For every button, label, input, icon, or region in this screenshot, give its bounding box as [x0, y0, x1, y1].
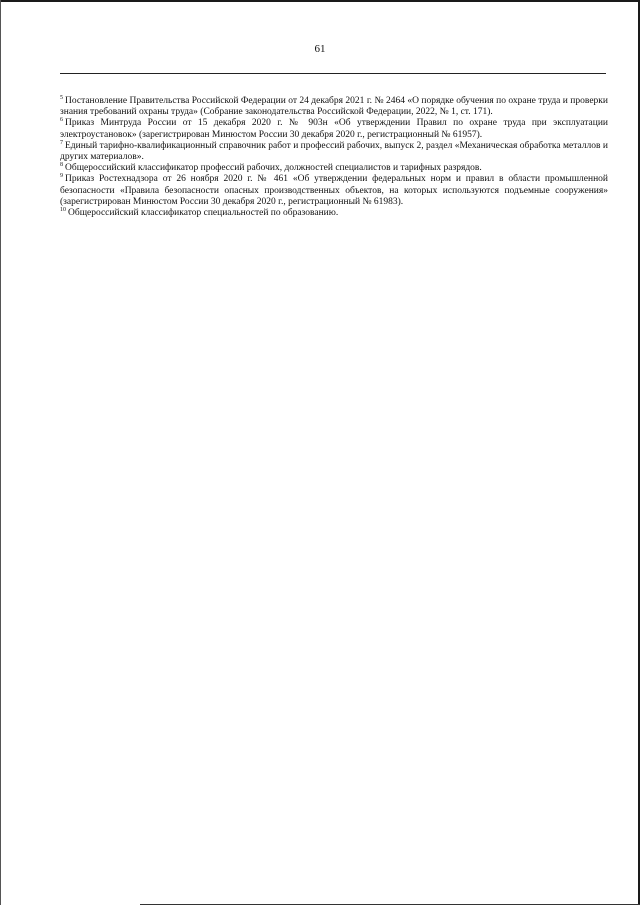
footnote-6 [60, 118, 608, 140]
footnote-10 [60, 208, 608, 219]
footnote-text: Общероссийский классификатор специальностей по образованию. [68, 208, 339, 219]
footnote-text: Постановление Правительства Российской Федерации от 24 декабря 2021 г. № 2464 «О порядке обучения по охране труда и проверки знания требований охраны труда» (Собрание законодательства Российской Федерации, 2022, № 1, ст. 171). [60, 96, 608, 118]
footnote-5 [60, 96, 608, 118]
page-edge-top [0, 0, 640, 2]
footnote-separator [60, 73, 606, 74]
page-edge-left [0, 0, 1, 905]
footnote-text: Приказ Минтруда России от 15 декабря 2020 г. № 903н «Об утверждении Правил по охране труда при эксплуатации электроустановок» (зарегистрирован Минюстом России 30 декабря 2020 г., регистрационный № 61957). [60, 118, 608, 140]
footnote-8 [60, 163, 608, 174]
footnote-7 [60, 141, 608, 163]
footnote-marker: 9 [60, 173, 63, 180]
footnote-marker: 7 [60, 139, 63, 146]
footnote-9 [60, 174, 608, 208]
footnote-marker: 8 [60, 162, 63, 169]
page-number: 61 [314, 43, 326, 55]
footnote-text: Общероссийский классификатор профессий рабочих, должностей специалистов и тарифных разрядов. [65, 163, 482, 174]
footnote-marker: 10 [60, 206, 66, 213]
footnote-marker: 6 [60, 117, 63, 124]
footnote-text: Приказ Ростехнадзора от 26 ноября 2020 г. № 461 «Об утверждении федеральных норм и правил в области промышленной безопасности «Правила безопасности опасных производственных объектов, на которых используются подъемные сооружения» (зарегистрирован Минюстом России 30 декабря 2020 г., регистрационный № 61983). [60, 174, 608, 207]
footnote-marker: 5 [60, 94, 63, 101]
footnotes-section [60, 96, 608, 219]
footnote-text: Единый тарифно-квалификационный справочник работ и профессий рабочих, выпуск 2, раздел «Механическая обработка металлов и других материалов». [60, 140, 608, 163]
